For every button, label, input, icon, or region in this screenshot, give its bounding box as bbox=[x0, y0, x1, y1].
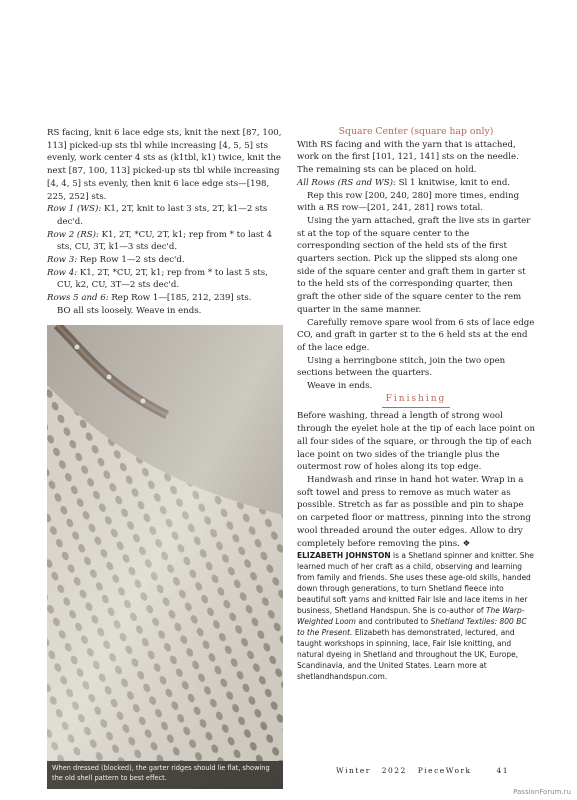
row-1-label: Row 1 (WS): bbox=[47, 204, 102, 215]
lace-shawl-photo bbox=[47, 325, 283, 789]
all-rows-text: Sl 1 knitwise, knit to end. bbox=[395, 177, 511, 188]
bio-text-a: is a Shetland spinner and knitter. She learned much of her craft as a child, observing and learning from family and friends. She uses these age-old skills, handed down through generations, to turn Shetland fleece into beautiful soft yarns and knitted Fair Isle and lace items in her business, Shetland Handspun. She is co-author of bbox=[297, 551, 534, 616]
lace-texture-image bbox=[47, 325, 283, 761]
row-1-text: K1, 2T, knit to last 3 sts, 2T, k1—2 sts dec'd. bbox=[57, 204, 268, 227]
row-2 bbox=[47, 229, 282, 254]
row-3-label: Row 3: bbox=[47, 255, 78, 266]
square-center-paragraph-6: Weave in ends. bbox=[307, 381, 373, 392]
row-4 bbox=[47, 267, 282, 292]
row-4-label: Row 4: bbox=[47, 267, 78, 278]
square-center-paragraph-4: Carefully remove spare wool from 6 sts of lace edge CO, and graft in garter st to the 6 held sts at the end of the lace edge. bbox=[297, 317, 535, 353]
rows-5-6 bbox=[47, 292, 282, 305]
all-rows-label: All Rows (RS and WS): bbox=[297, 177, 396, 188]
bio-text-c: Elizabeth has demonstrated, lectured, and taught workshops in spinning, lace, Fair Isle knitting, and natural dyeing in Shetland and throughout the UK, Europe, Scandinavia, and the United States. Learn more at shetlandhandspun.com. bbox=[297, 628, 519, 682]
bind-off-paragraph: BO all sts loosely. Weave in ends. bbox=[57, 305, 202, 316]
square-center-paragraph-5: Using a herringbone stitch, join the two open sections between the quarters. bbox=[297, 355, 506, 379]
bio-text-b: and contributed to bbox=[356, 617, 431, 627]
author-name: ELIZABETH JOHNSTON bbox=[297, 551, 391, 561]
row-4-text: K1, 2T, *CU, 2T, k1; rep from * to last 5 sts, CU, k2, CU, 3T—2 sts dec'd. bbox=[57, 267, 268, 291]
square-center-paragraph-2: Rep this row [200, 240, 280] more times, ending with a RS row—[201, 241, 281] rows total. bbox=[297, 190, 520, 214]
footer-page-number: 41 bbox=[496, 766, 510, 775]
rows-5-6-text: Rep Row 1—[185, 212, 239] sts. bbox=[108, 293, 252, 304]
square-center-paragraph-1: With RS facing and with the yarn that is attached, work on the first [101, 121, 141] sts on the needle. The remaining sts can be placed on hold. bbox=[297, 139, 519, 176]
footer-magazine: PieceWork bbox=[417, 766, 472, 775]
right-column bbox=[297, 126, 535, 682]
author-bio bbox=[297, 550, 535, 682]
finishing-heading: Finishing bbox=[385, 393, 447, 404]
footer-season: Winter bbox=[336, 766, 371, 775]
row-3-text: Rep Row 1—2 sts dec'd. bbox=[77, 255, 185, 266]
square-center-heading: Square Center (square hap only) bbox=[338, 126, 494, 137]
finishing-rule bbox=[382, 407, 450, 408]
footer-year: 2022 bbox=[381, 766, 407, 775]
left-column bbox=[47, 127, 282, 318]
row-2-text: K1, 2T, *CU, 2T, k1; rep from * to last 4 sts, CU, 3T, k1—3 sts dec'd. bbox=[57, 229, 272, 253]
intro-paragraph: RS facing, knit 6 lace edge sts, knit the next [87, 100, 113] picked-up sts tbl while increasing [4, 5, 5] sts evenly, work center 4 sts as (k1tbl, k1) twice, knit the next [87, 100, 113] picked-up sts tbl while increasing [4, 4, 5] sts evenly, then knit 6 lace edge sts—[198, 225, 252] sts. bbox=[47, 128, 282, 202]
row-3 bbox=[47, 254, 282, 267]
book-title-2: Shetland Textiles: 800 BC to the Present. bbox=[297, 617, 527, 638]
site-watermark: PassionForum.ru bbox=[513, 788, 571, 796]
all-rows bbox=[297, 177, 535, 190]
page-footer bbox=[336, 766, 541, 775]
row-1 bbox=[47, 203, 282, 228]
finishing-paragraph-2: Handwash and rinse in hand hot water. Wrap in a soft towel and press to remove as much water as possible. Stretch as far as possible and pin to shape on carpeted floor or mattress, pinning into the strong wool threaded around the outer edges. Allow to dry completely before removing the pins. ❖ bbox=[297, 474, 531, 549]
book-title-1: The Warp-Weighted Loom bbox=[297, 606, 525, 627]
row-2-label: Row 2 (RS): bbox=[47, 229, 99, 240]
square-center-paragraph-3: Using the yarn attached, graft the live sts in garter st at the top of the square center to the corresponding section of the held sts of the first quarters section. Pick up the slipped sts along one side of the square center and graft them in garter st to the held sts of the corresponding quarter, then graft the other side of the square center to the rem quarter in the same manner. bbox=[297, 215, 531, 315]
finishing-paragraph-1: Before washing, thread a length of strong wool through the eyelet hole at the tip of each lace point on all four sides of the square, or through the tip of each lace point on two sides of the triangle plus the outermost row of holes along its top edge. bbox=[297, 411, 535, 473]
rows-5-6-label: Rows 5 and 6: bbox=[47, 293, 109, 304]
photo-caption: When dressed (blocked), the garter ridges should lie flat, showing the old shell pattern to best effect. bbox=[47, 761, 283, 789]
